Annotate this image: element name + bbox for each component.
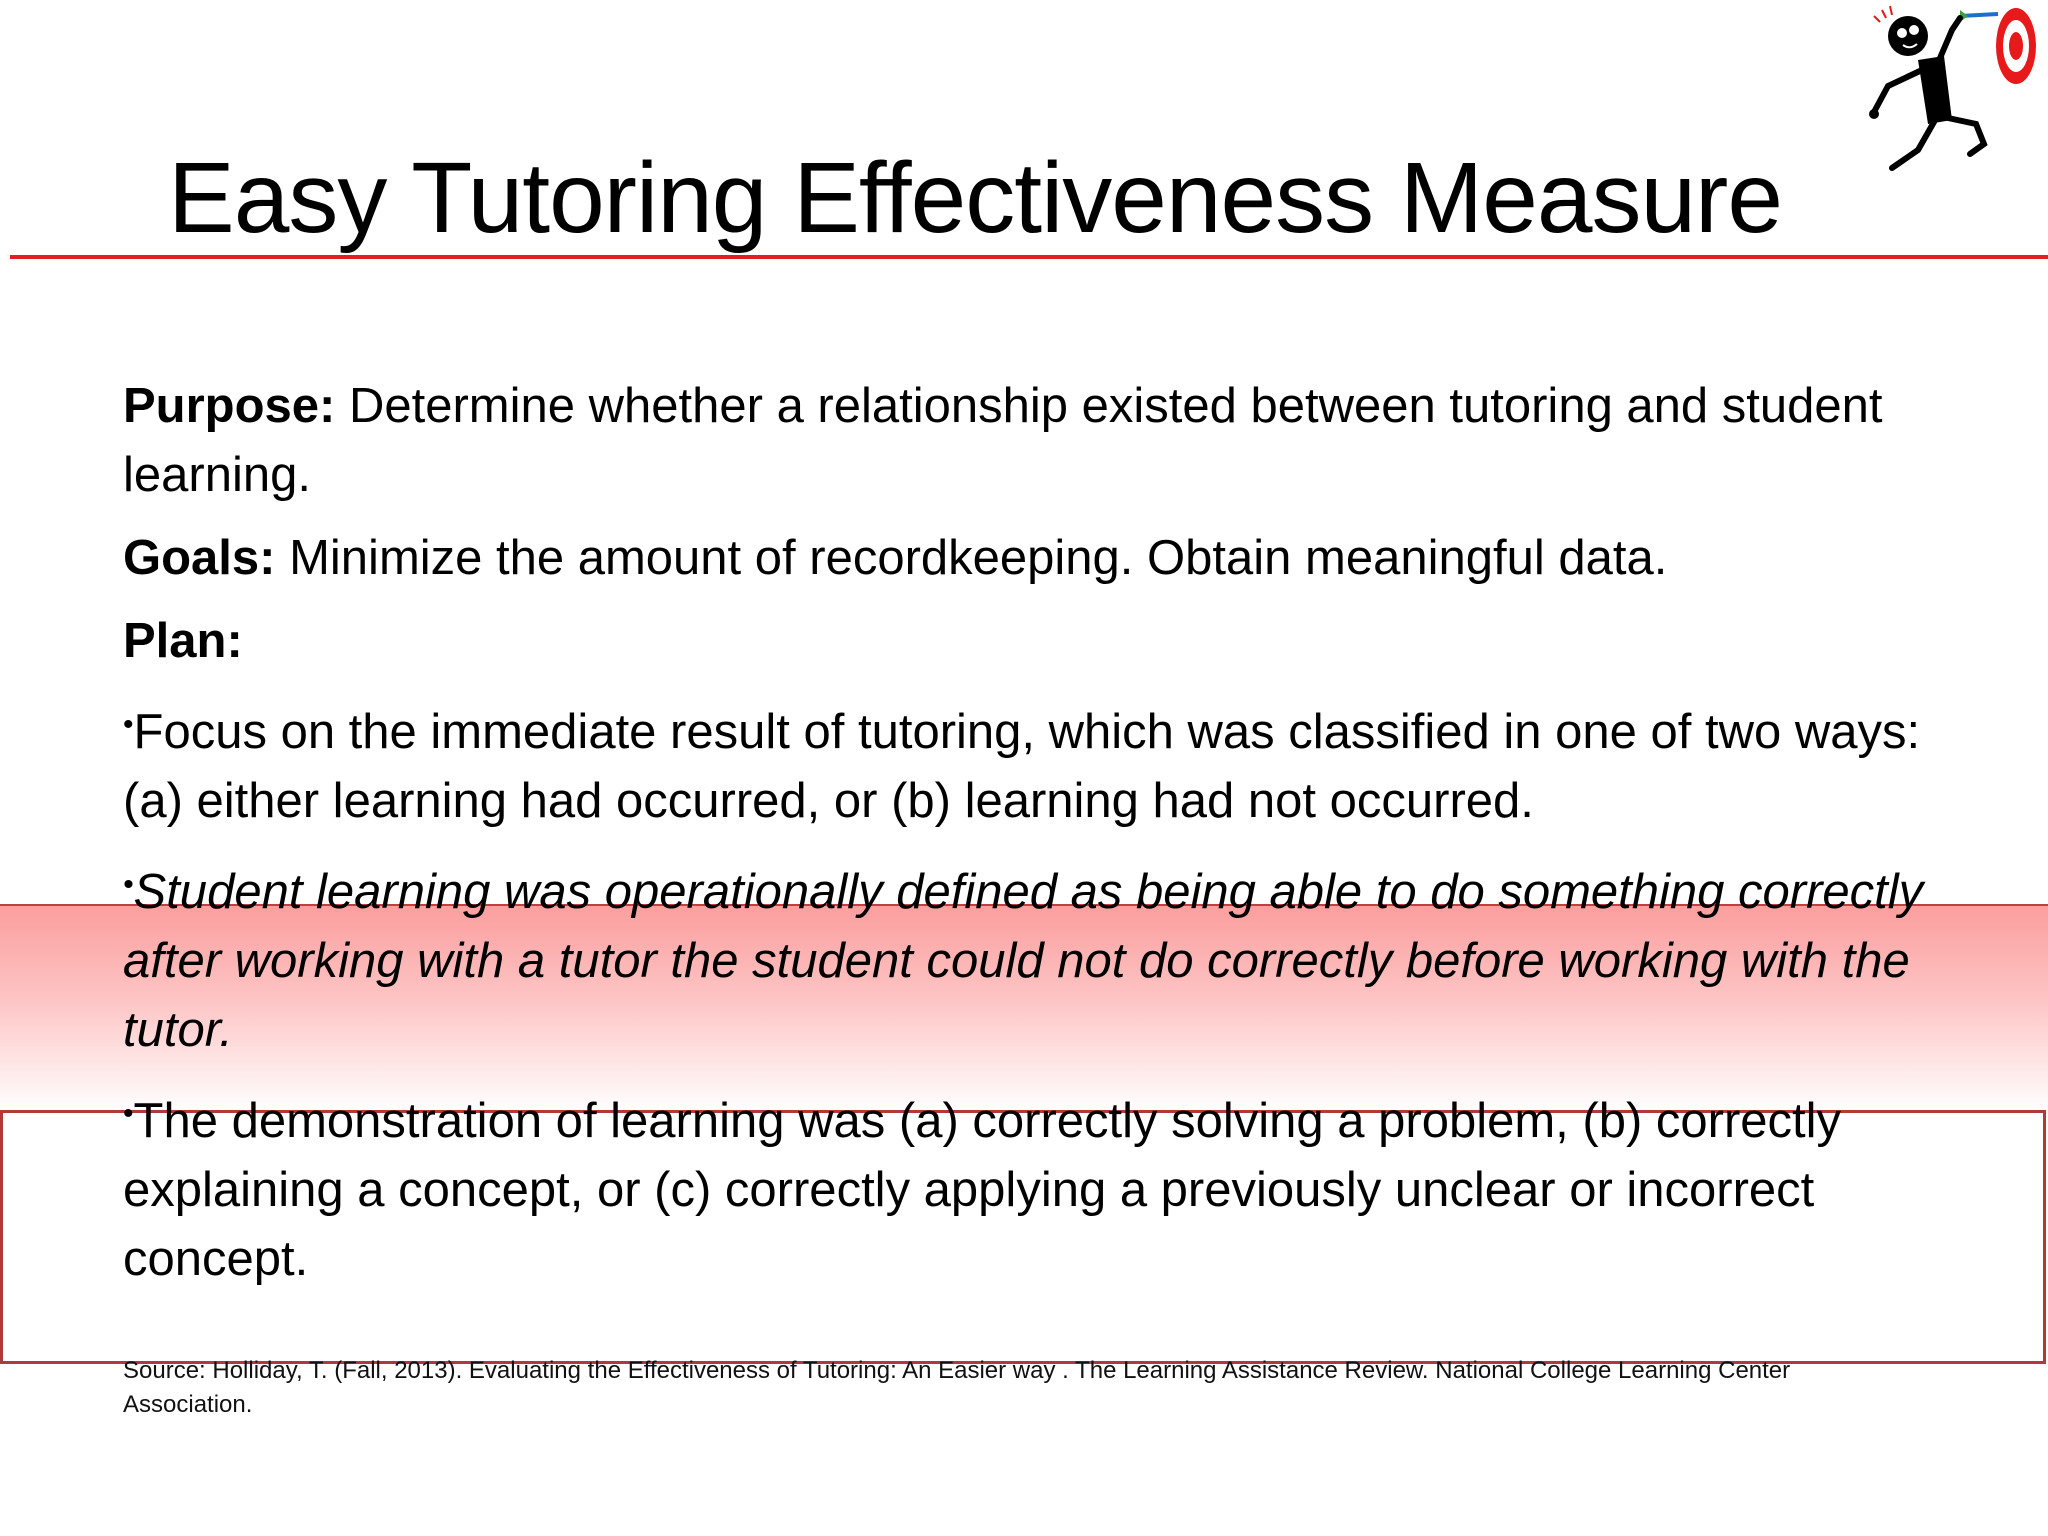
title-underline (10, 255, 2048, 259)
purpose-label: Purpose: (123, 379, 336, 433)
bullet-text-1: Focus on the immediate result of tutoring, which was classified in one of two ways: (a) either learning had occurred, or (b) learning had not occurred. (123, 705, 1921, 828)
bullet-item-3 (123, 1079, 1943, 1294)
source-citation: Source: Holliday, T. (Fall, 2013). Evaluating the Effectiveness of Tutoring: An Easier way . The Learning Assistance Review. National College Learning Center Association. (123, 1357, 1791, 1418)
slide-title: Easy Tutoring Effectiveness Measure (168, 142, 1782, 254)
goals-paragraph (123, 524, 1943, 593)
slide-body (123, 372, 1943, 1308)
bullet-text-3: The demonstration of learning was (a) correctly solving a problem, (b) correctly explaining a concept, or (c) correctly applying a previously unclear or incorrect concept. (123, 1094, 1842, 1286)
bullet-item-2 (123, 850, 1943, 1065)
plan-heading (123, 607, 1943, 676)
purpose-paragraph (123, 372, 1943, 510)
dart-thrower-target-icon (1848, 0, 2048, 180)
bullet-marker: • (123, 1097, 134, 1130)
goals-text: Minimize the amount of recordkeeping. Obtain meaningful data. (275, 531, 1668, 585)
purpose-text: Determine whether a relationship existed between tutoring and student learning. (123, 379, 1883, 502)
bullet-text-2: Student learning was operationally defined as being able to do something correctly after working with a tutor the student could not do correctly before working with the tutor. (123, 865, 1924, 1057)
bullet-marker: • (123, 708, 134, 741)
plan-label: Plan: (123, 614, 243, 668)
goals-label: Goals: (123, 531, 276, 585)
bullet-marker: • (123, 868, 134, 901)
bullet-item-1 (123, 690, 1943, 836)
